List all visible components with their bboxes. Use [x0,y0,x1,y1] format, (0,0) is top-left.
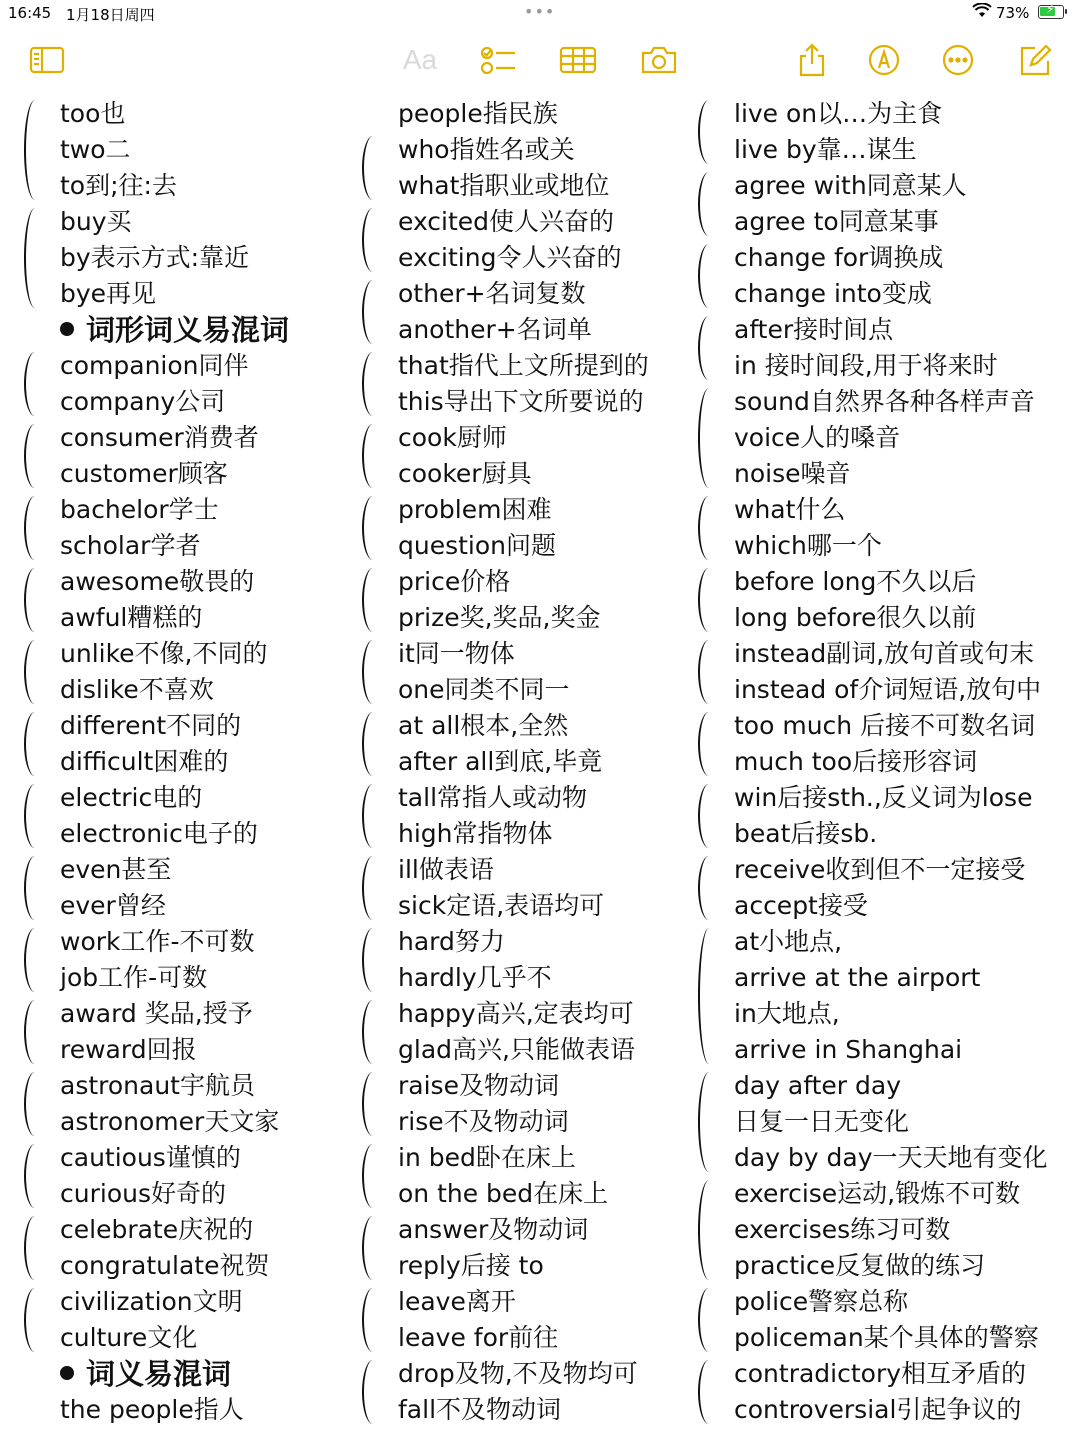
note-line[interactable]: voice人的嗓音 [734,423,901,452]
note-line[interactable]: prize奖,奖品,奖金 [398,603,601,632]
group-brace [362,352,384,416]
note-line[interactable]: job工作-可数 [60,963,208,992]
note-line[interactable]: cautious谨慎的 [60,1143,241,1172]
note-line[interactable]: instead副词,放句首或句末 [734,639,1035,668]
group-brace [362,1000,384,1064]
note-line[interactable]: ever曾经 [60,891,166,920]
group-brace [24,568,46,632]
note-line[interactable]: cook厨师 [398,423,507,452]
group-brace [24,784,46,848]
note-line[interactable]: leave for前往 [398,1323,559,1352]
note-line[interactable]: high常指物体 [398,819,553,848]
group-brace [362,784,384,848]
note-line[interactable]: accept接受 [734,891,868,920]
note-line[interactable]: work工作-不可数 [60,927,255,956]
note-line[interactable]: customer顾客 [60,459,228,488]
note-line[interactable]: hard努力 [398,927,505,956]
note-line[interactable]: by表示方式:靠近 [60,243,250,272]
note-line[interactable]: beat后接sb. [734,819,878,848]
group-brace [698,640,720,704]
note-line[interactable]: one同类不同一 [398,675,570,704]
group-brace [362,280,384,344]
note-line[interactable]: price价格 [398,567,511,596]
note-line[interactable]: in大地点, [734,999,840,1028]
note-line[interactable]: companion同伴 [60,351,249,380]
wifi-icon [972,3,992,23]
note-line[interactable]: reward回报 [60,1035,197,1064]
note-line[interactable]: even甚至 [60,855,172,884]
note-line[interactable]: policeman某个具体的警察 [734,1323,1039,1352]
note-line[interactable]: too much 后接不可数名词 [734,711,1036,740]
note-line[interactable]: electronic电子的 [60,819,258,848]
note-line[interactable]: answer及物动词 [398,1215,589,1244]
bullet-icon [60,322,74,336]
group-brace [698,100,720,164]
group-brace [362,136,384,200]
note-line[interactable]: change into变成 [734,279,932,308]
toolbar [0,40,1080,84]
group-brace [24,496,46,560]
note-line[interactable]: company公司 [60,387,226,416]
group-brace [698,712,720,776]
group-brace [24,1000,46,1064]
note-line[interactable]: exciting令人兴奋的 [398,243,622,272]
markup-icon[interactable] [866,40,902,80]
battery-percent: 73% [996,4,1030,22]
checklist-icon[interactable] [478,40,518,80]
section-heading-text: 词形词义易混词 [86,313,290,347]
note-line[interactable]: day after day [734,1071,902,1100]
note-line[interactable]: too也 [60,99,126,128]
note-line[interactable]: hardly几乎不 [398,963,552,992]
note-line[interactable]: congratulate祝贺 [60,1251,270,1280]
note-line[interactable]: happy高兴,定表均可 [398,999,634,1028]
table-icon[interactable] [558,40,598,80]
section-heading-text: 词义易混词 [86,1357,232,1391]
note-line[interactable]: awful糟糕的 [60,603,203,632]
group-brace [24,1144,46,1208]
group-brace [24,208,46,308]
group-brace [24,640,46,704]
format-text-button[interactable]: Aa [402,44,438,75]
note-line[interactable]: leave离开 [398,1287,516,1316]
group-brace [24,856,46,920]
group-brace [362,424,384,488]
note-line[interactable]: curious好奇的 [60,1179,226,1208]
note-line[interactable]: people指民族 [398,99,558,128]
note-line[interactable]: long before很久以前 [734,603,977,632]
status-bar [0,0,1080,28]
note-line[interactable]: noise噪音 [734,459,851,488]
note-line[interactable]: agree to同意某事 [734,207,939,236]
group-brace [362,1216,384,1280]
camera-icon[interactable] [638,40,680,80]
note-column-2 [398,96,738,1428]
note-line[interactable]: ill做表语 [398,855,494,884]
section-heading [60,312,400,348]
note-line[interactable]: sick定语,表语均可 [398,891,605,920]
note-line[interactable]: practice反复做的练习 [734,1251,986,1280]
note-line[interactable]: scholar学者 [60,531,201,560]
group-brace [698,172,720,236]
note-line[interactable]: question问题 [398,531,557,560]
note-line[interactable]: win后接sth.,反义词为lose [734,783,1033,812]
group-brace [24,100,46,200]
group-brace [698,928,720,1064]
note-line[interactable]: reply后接 to [398,1251,544,1280]
status-date: 1月18日周四 [66,6,155,24]
group-brace [698,1072,720,1172]
group-brace [362,1288,384,1352]
note-line[interactable]: two二 [60,135,131,164]
group-brace [362,640,384,704]
note-line[interactable]: live on以…为主食 [734,99,943,128]
group-brace [698,856,720,920]
group-brace [362,1144,384,1208]
note-column-3 [734,96,1074,1428]
bullet-icon [60,1366,74,1380]
section-heading [60,1356,400,1392]
note-line[interactable]: consumer消费者 [60,423,259,452]
note-line[interactable]: fall不及物动词 [398,1395,562,1424]
note-line[interactable]: astronomer天文家 [60,1107,280,1136]
group-brace [24,1288,46,1352]
group-brace [698,496,720,560]
note-line[interactable]: culture文化 [60,1323,198,1352]
note-line[interactable]: after接时间点 [734,315,894,344]
group-brace [362,496,384,560]
note-line[interactable]: bachelor学士 [60,495,219,524]
note-line[interactable]: sound自然界各种各样声音 [734,387,1035,416]
note-line[interactable]: that指代上文所提到的 [398,351,649,380]
note-line[interactable]: dislike不喜欢 [60,675,214,704]
group-brace [362,928,384,992]
group-brace [698,1288,720,1352]
note-line[interactable]: at all根本,全然 [398,711,569,740]
note-line[interactable]: in bed卧在床上 [398,1143,576,1172]
note-line[interactable]: excited使人兴奋的 [398,207,615,236]
note-line[interactable]: tall常指人或动物 [398,783,588,812]
note-line[interactable]: which哪一个 [734,531,882,560]
note-line[interactable]: astronaut宇航员 [60,1071,255,1100]
note-line[interactable]: electric电的 [60,783,203,812]
note-line[interactable]: day by day一天天地有变化 [734,1143,1048,1172]
multitasking-dots-icon[interactable]: ••• [524,2,556,21]
group-brace [24,712,46,776]
battery-icon: ⚡ [1038,5,1064,19]
note-line[interactable]: different不同的 [60,711,242,740]
note-line[interactable]: another+名词单 [398,315,592,344]
note-line[interactable]: exercises练习可数 [734,1215,951,1244]
note-line[interactable]: agree with同意某人 [734,171,967,200]
note-line[interactable]: this导出下文所要说的 [398,387,644,416]
note-line[interactable]: controversial引起争议的 [734,1395,1022,1424]
group-brace [698,784,720,848]
note-line[interactable]: what什么 [734,495,846,524]
note-line[interactable]: raise及物动词 [398,1071,559,1100]
note-line[interactable]: change for调换成 [734,243,944,272]
group-brace [24,1072,46,1136]
note-line[interactable]: arrive in Shanghai [734,1035,963,1064]
note-line[interactable]: rise不及物动词 [398,1107,569,1136]
note-line[interactable]: after all到底,毕竟 [398,747,603,776]
note-line[interactable]: glad高兴,只能做表语 [398,1035,635,1064]
share-icon[interactable] [794,40,830,80]
note-line[interactable]: receive收到但不一定接受 [734,855,1026,884]
group-brace [362,1360,384,1424]
note-line[interactable]: difficult困难的 [60,747,229,776]
note-line[interactable]: civilization文明 [60,1287,243,1316]
note-line[interactable]: award 奖品,授予 [60,999,253,1028]
note-line[interactable]: contradictory相互矛盾的 [734,1359,1027,1388]
note-line[interactable]: who指姓名或关 [398,135,575,164]
note-line[interactable]: problem困难 [398,495,552,524]
group-brace [24,928,46,992]
note-line[interactable]: at小地点, [734,927,843,956]
note-line[interactable]: it同一物体 [398,639,515,668]
note-line[interactable]: much too后接形容词 [734,747,978,776]
group-brace [24,352,46,416]
group-brace [698,388,720,488]
group-brace [362,856,384,920]
sidebar-icon[interactable] [28,40,66,80]
note-line[interactable]: unlike不像,不同的 [60,639,268,668]
group-brace [698,244,720,308]
note-line[interactable]: in 接时间段,用于将来时 [734,351,998,380]
note-line[interactable]: exercise运动,锻炼不可数 [734,1179,1021,1208]
group-brace [24,1216,46,1280]
group-brace [362,1072,384,1136]
note-line[interactable]: instead of介词短语,放句中 [734,675,1042,704]
group-brace [362,712,384,776]
note-line[interactable]: cooker厨具 [398,459,532,488]
group-brace [362,568,384,632]
note-column-1 [60,96,400,1428]
group-brace [698,316,720,380]
note-line[interactable]: drop及物,不及物均可 [398,1359,638,1388]
more-icon[interactable] [940,40,976,80]
note-line[interactable]: before long不久以后 [734,567,977,596]
compose-icon[interactable] [1016,40,1054,80]
note-line[interactable]: 日复一日无变化 [734,1107,910,1136]
note-line[interactable]: other+名词复数 [398,279,586,308]
note-line[interactable]: on the bed在床上 [398,1179,609,1208]
group-brace [24,424,46,488]
group-brace [698,1180,720,1280]
note-line[interactable]: awesome敬畏的 [60,567,255,596]
note-line[interactable]: police警察总称 [734,1287,909,1316]
group-brace [698,1360,720,1424]
status-time: 16:45 [8,4,52,22]
note-line[interactable]: what指职业或地位 [398,171,610,200]
note-line[interactable]: the people指人 [60,1395,244,1424]
note-line[interactable]: bye再见 [60,279,157,308]
note-line[interactable]: arrive at the airport [734,963,981,992]
note-line[interactable]: to到;往:去 [60,171,177,200]
note-line[interactable]: buy买 [60,207,132,236]
note-line[interactable]: live by靠…谋生 [734,135,917,164]
note-line[interactable]: celebrate庆祝的 [60,1215,254,1244]
group-brace [698,568,720,632]
group-brace [362,208,384,272]
